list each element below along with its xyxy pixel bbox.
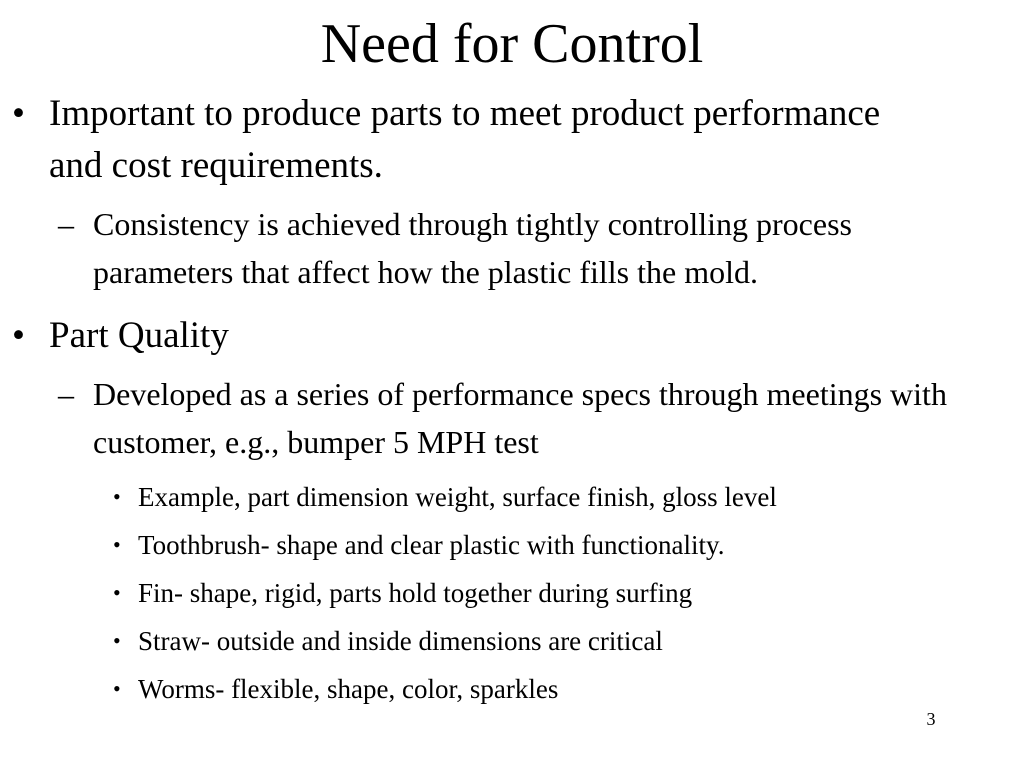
sub-bullet-item-developed [0,370,963,466]
sub-sub-bullet-text: Toothbrush- shape and clear plastic with functionality. [138,530,725,560]
sub-bullet-item-consistency [0,200,963,296]
sub-sub-bullet-item-worms [0,672,998,706]
dash-marker: – [58,206,74,242]
slide-title: Need for Control [320,13,704,75]
bullet-marker: • [12,315,25,356]
sub-sub-bullet-text: Worms- flexible, shape, color, sparkles [138,674,559,704]
bullet-text: Part Quality [49,315,229,356]
sub-sub-bullet-item-fin [0,576,998,610]
bullet-marker: • [113,676,121,701]
sub-sub-bullet-text: Example, part dimension weight, surface finish, gloss level [138,482,777,512]
bullet-item-important [0,88,929,192]
sub-sub-bullet-item-toothbrush [0,528,998,562]
bullet-marker: • [113,532,121,557]
bullet-list [0,88,1024,706]
bullet-text: Important to produce parts to meet product performance and cost requirements. [49,93,881,186]
bullet-marker: • [113,580,121,605]
sub-bullet-text: Consistency is achieved through tightly controlling process parameters that affect how the plastic fills the mold. [93,206,852,290]
sub-sub-bullet-text: Straw- outside and inside dimensions are critical [138,626,663,656]
bullet-marker: • [113,484,121,509]
sub-sub-bullet-item-example [0,480,998,514]
sub-sub-bullet-text: Fin- shape, rigid, parts hold together during surfing [138,578,693,608]
dash-marker: – [58,376,74,412]
bullet-marker: • [12,93,25,134]
sub-sub-bullet-item-straw [0,624,998,658]
sub-bullet-text: Developed as a series of performance specs through meetings with customer, e.g., bumper 5 MPH test [93,376,947,460]
bullet-item-part-quality [0,310,929,362]
slide-number: 3 [926,709,936,729]
bullet-marker: • [113,628,121,653]
